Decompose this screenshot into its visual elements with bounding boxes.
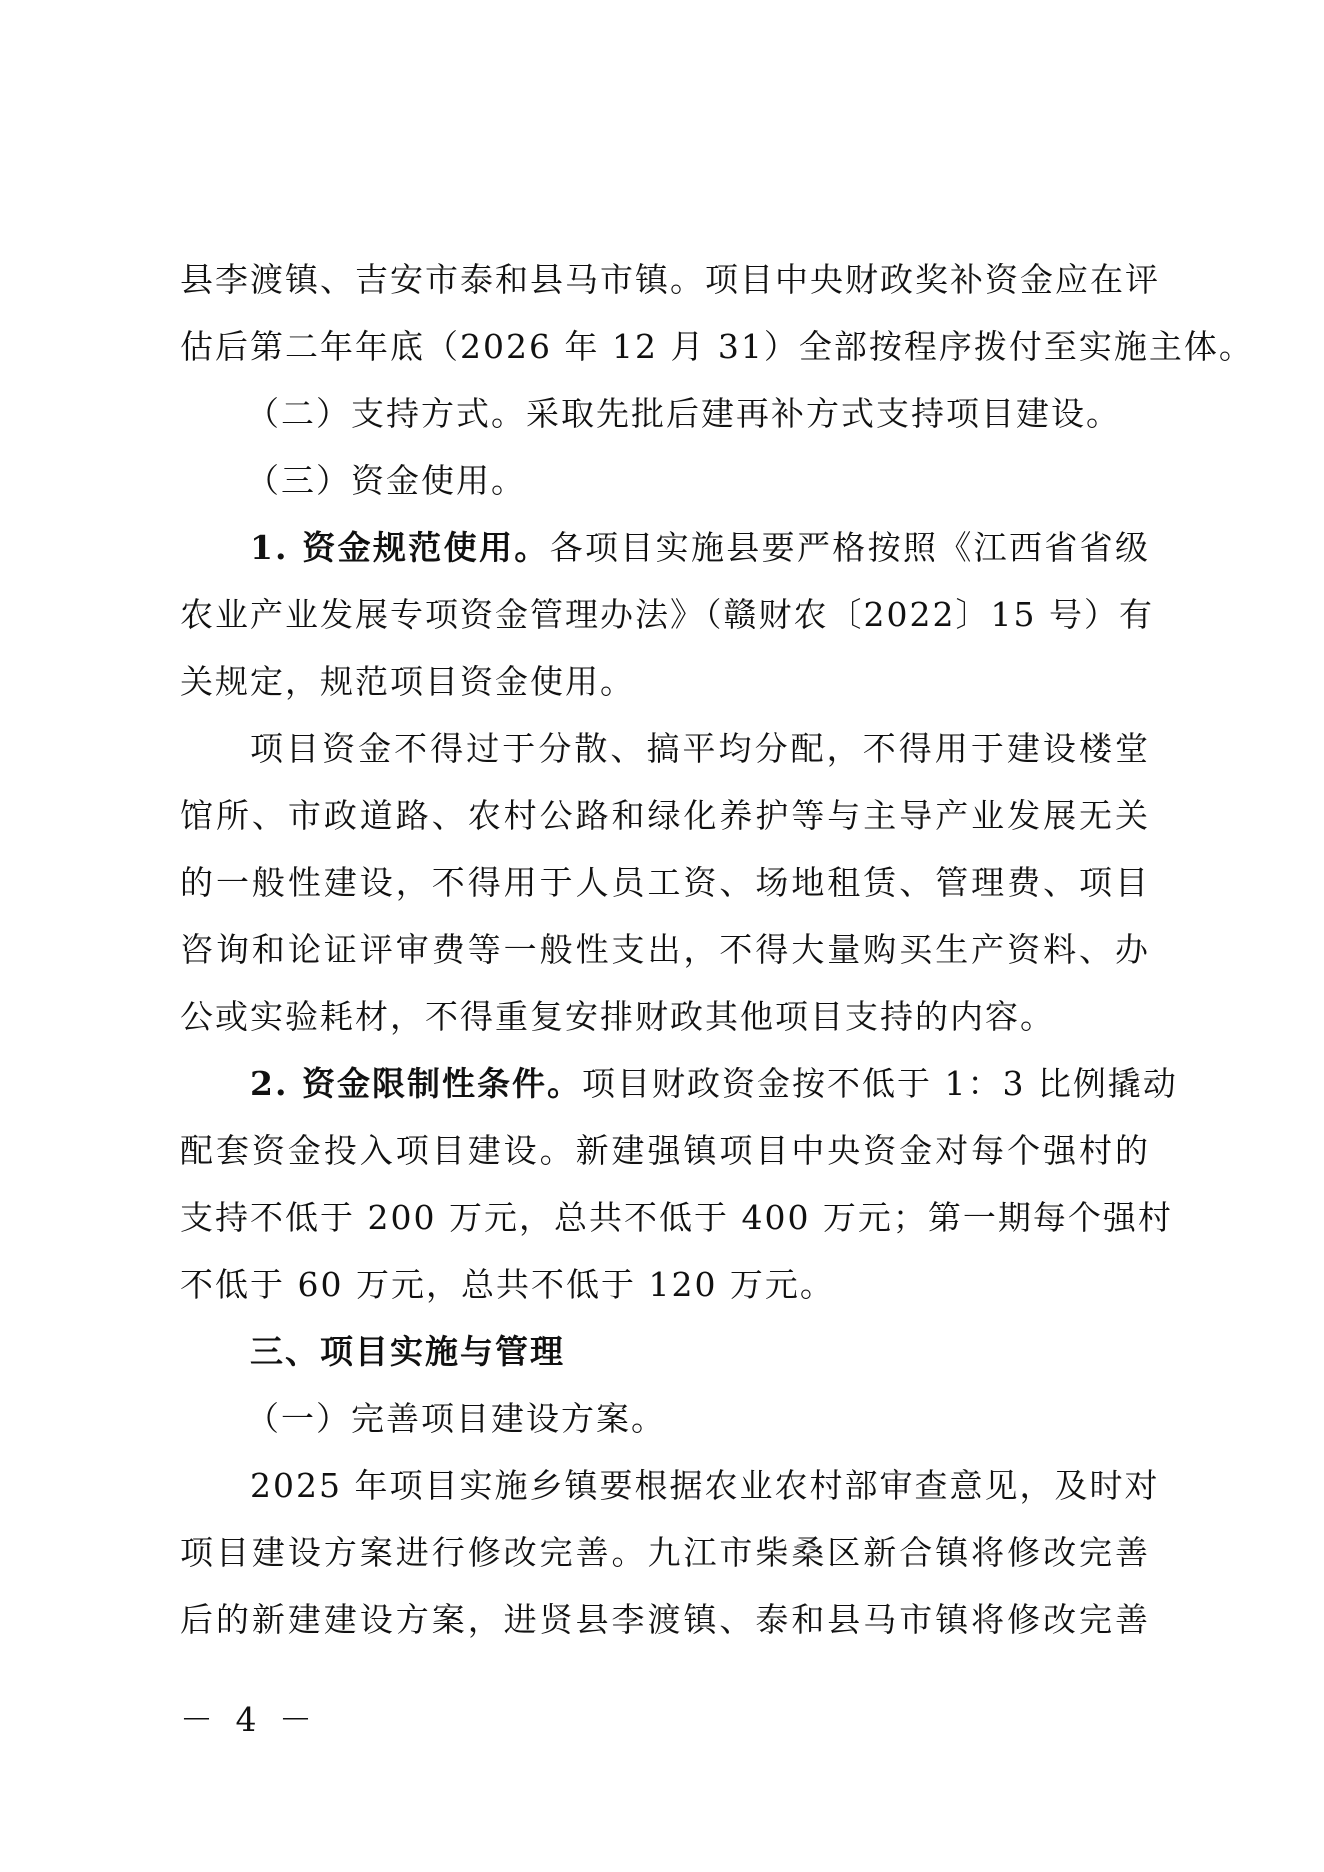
body-line: 县李渡镇、吉安市泰和县马市镇。项目中央财政奖补资金应在评: [180, 260, 1160, 299]
body-line: 公或实验耗材，不得重复安排财政其他项目支持的内容。: [180, 997, 1055, 1036]
document-page: [180, 246, 1254, 1653]
body-line: 的一般性建设，不得用于人员工资、场地租赁、管理费、项目: [180, 863, 1150, 902]
section-line-support-method: （二）支持方式。采取先批后建再补方式支持项目建设。: [246, 394, 1121, 433]
page-number: － 4 －: [180, 1700, 318, 1739]
body-line: 咨询和论证评审费等一般性支出，不得大量购买生产资料、办: [180, 930, 1150, 969]
body-line: 项目资金不得过于分散、搞平均分配，不得用于建设楼堂: [250, 729, 1150, 768]
body-line: 后的新建建设方案，进贤县李渡镇、泰和县马市镇将修改完善: [180, 1600, 1150, 1639]
body-line: 估后第二年年底（2026 年 12 月 31）全部按程序拨付至实施主体。: [180, 327, 1254, 366]
paragraph-fund-limits: [180, 1050, 1178, 1117]
body-line: 支持不低于 200 万元，总共不低于 400 万元；第一期每个强村: [180, 1198, 1173, 1237]
body-line: 2025 年项目实施乡镇要根据农业农村部审查意见，及时对: [250, 1466, 1160, 1505]
paragraph-fund-usage: [180, 514, 1150, 581]
paragraph-text: 各项目实施县要严格按照《江西省省级: [549, 528, 1150, 567]
section-line-fund-use: （三）资金使用。: [246, 461, 526, 500]
body-line: 配套资金投入项目建设。新建强镇项目中央资金对每个强村的: [180, 1131, 1150, 1170]
section-line-improve-plan: （一）完善项目建设方案。: [246, 1399, 666, 1438]
body-line: 项目建设方案进行修改完善。九江市柴桑区新合镇将修改完善: [180, 1533, 1150, 1572]
bold-subtitle-fund-usage: 1. 资金规范使用。: [250, 528, 550, 567]
section-heading-implementation: 三、项目实施与管理: [250, 1332, 565, 1371]
body-line: 馆所、市政道路、农村公路和绿化养护等与主导产业发展无关: [180, 796, 1150, 835]
bold-subtitle-fund-limits: 2. 资金限制性条件。: [250, 1064, 582, 1103]
body-line: 不低于 60 万元，总共不低于 120 万元。: [180, 1265, 835, 1304]
body-line: 关规定，规范项目资金使用。: [180, 662, 635, 701]
body-line: 农业产业发展专项资金管理办法》（赣财农〔2022〕15 号）有: [180, 595, 1154, 634]
paragraph-text: 项目财政资金按不低于 1：3 比例撬动: [581, 1064, 1178, 1103]
